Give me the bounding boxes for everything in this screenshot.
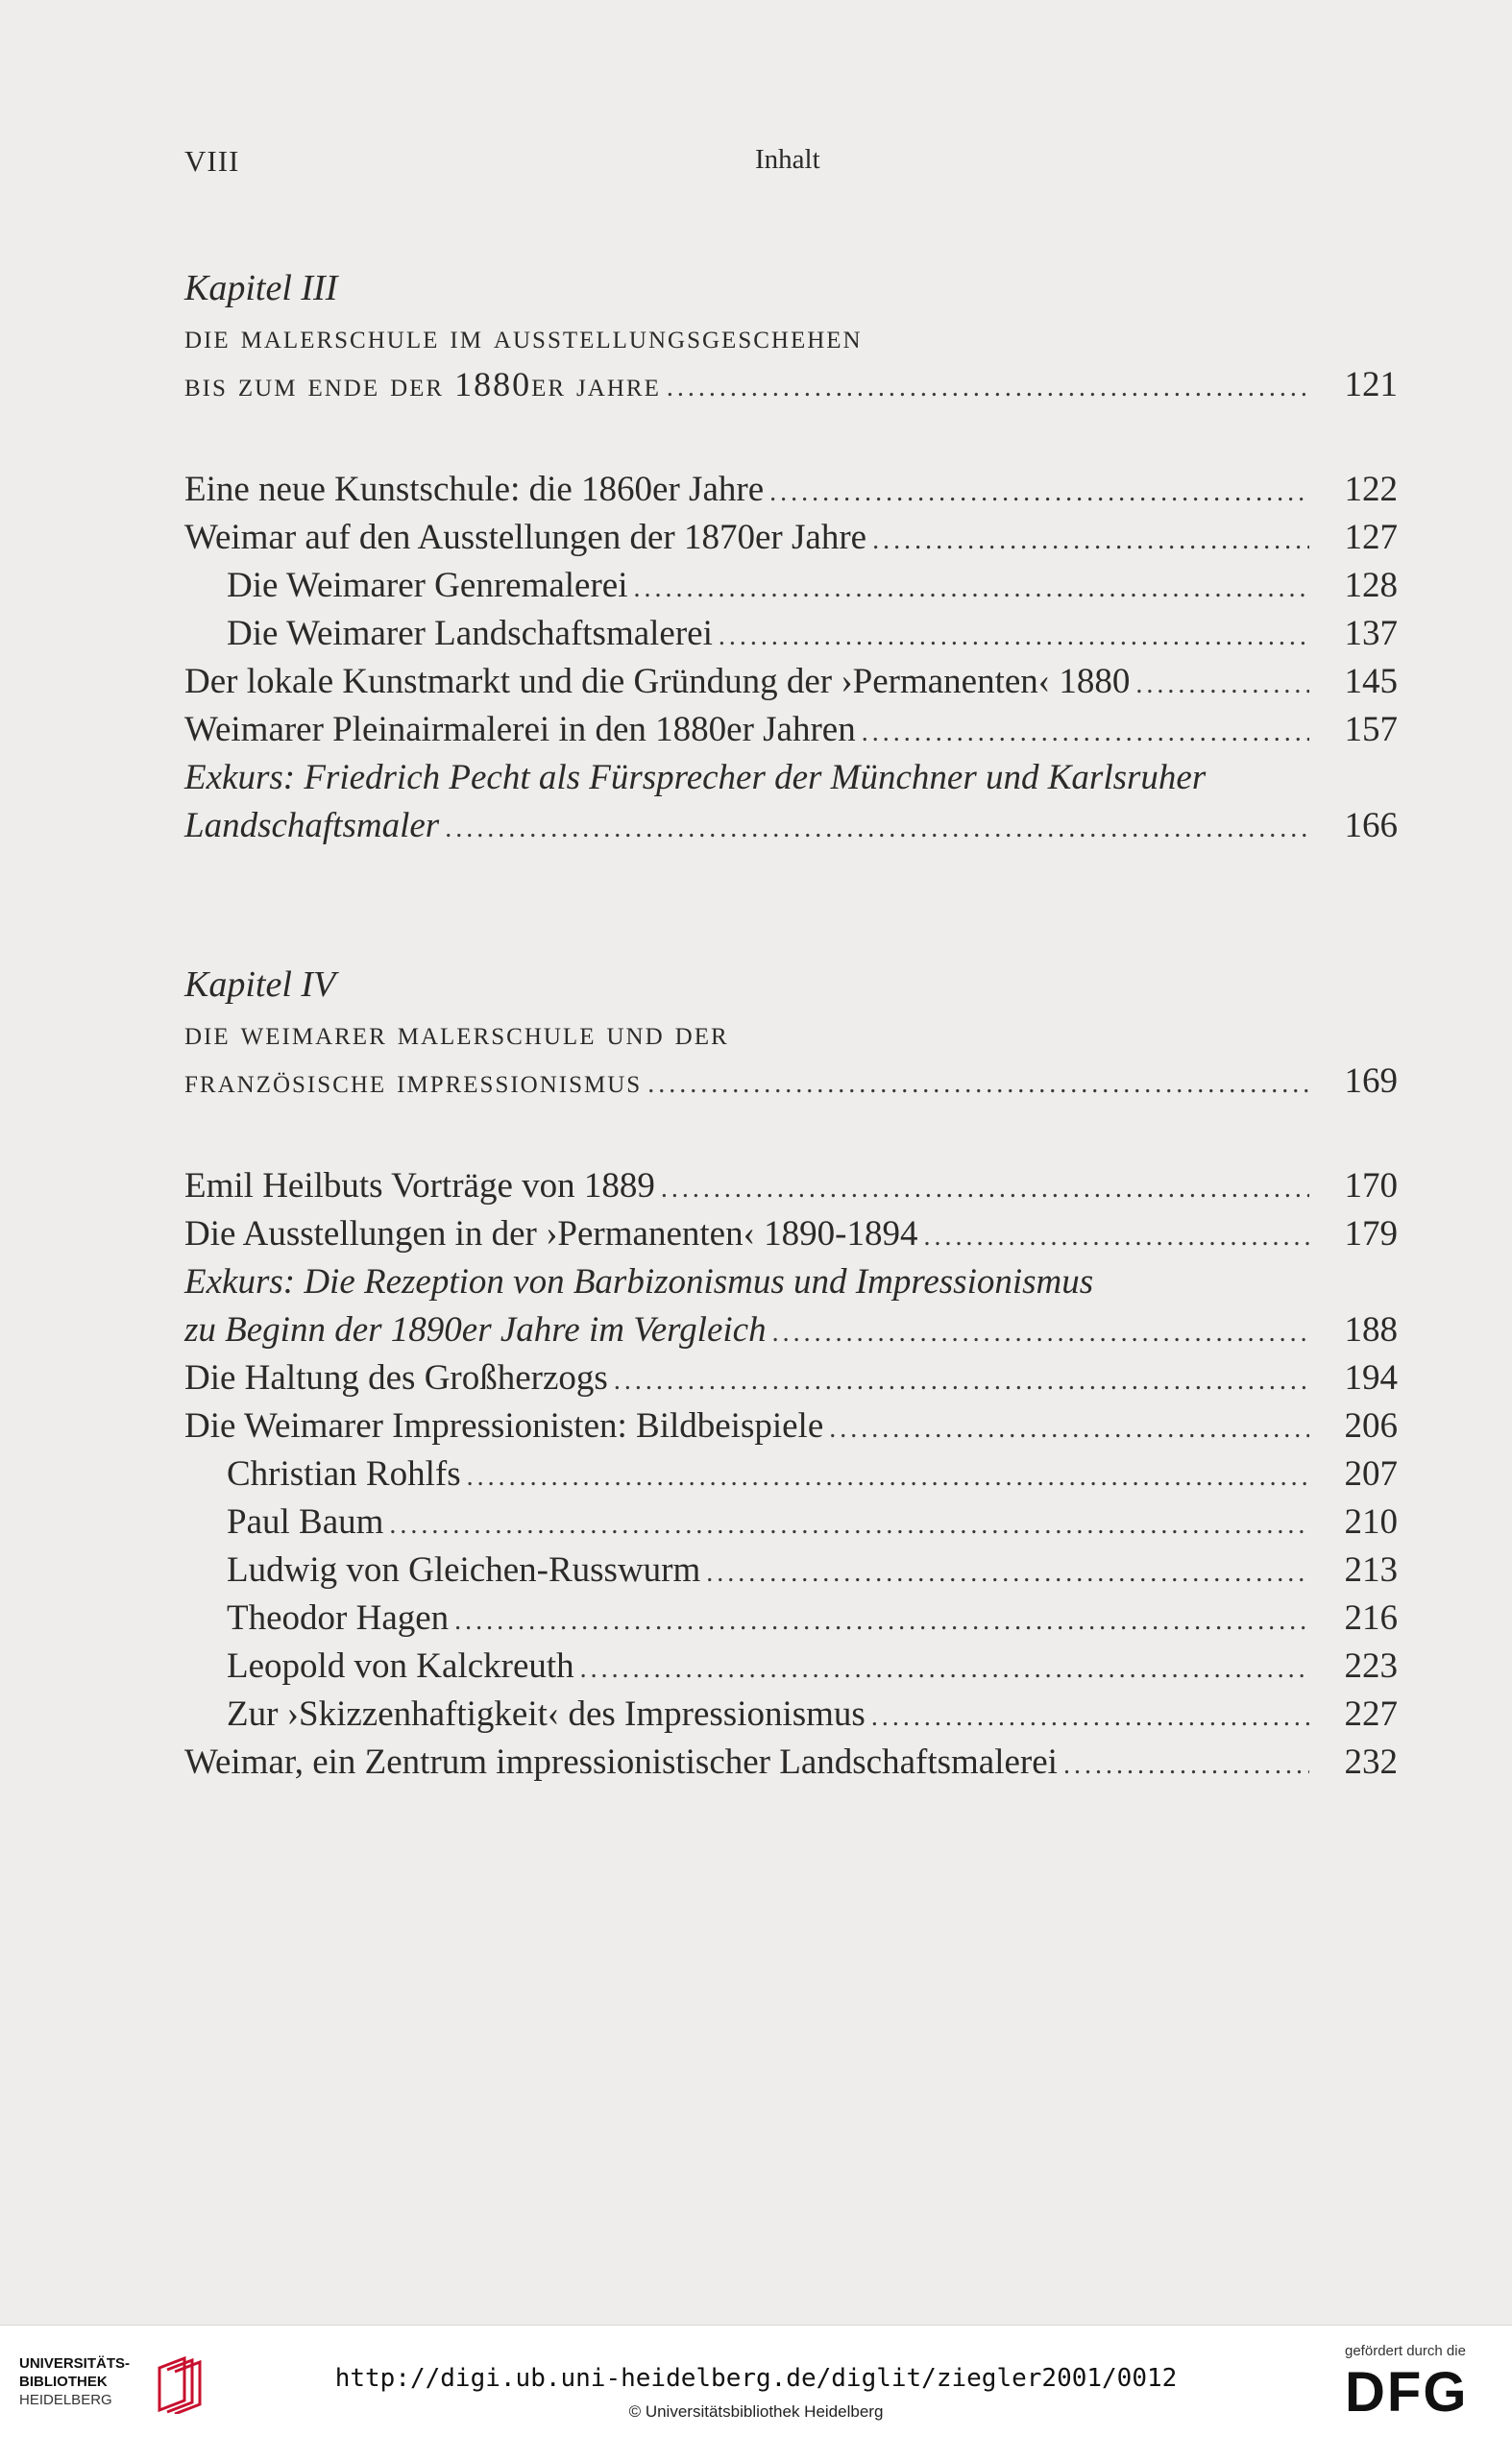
toc-entry[interactable]: Die Ausstellungen in der ›Permanenten‹ 1890-1894 ..... 179 <box>184 1210 1398 1258</box>
toc-page-number: 137 <box>1344 614 1398 653</box>
toc-page-number: 210 <box>1344 1502 1398 1542</box>
toc-entry[interactable]: Die Haltung des Großherzogs ..... 194 <box>184 1354 1398 1402</box>
chapter-3-label: Kapitel III <box>184 268 338 308</box>
toc-subentry[interactable]: Christian Rohlfs ..... 207 <box>184 1450 1398 1499</box>
toc-page-number: 188 <box>1344 1310 1398 1350</box>
toc-page-number: 213 <box>1344 1550 1398 1590</box>
toc-page-number: 166 <box>1344 806 1398 845</box>
library-name-line-1: UNIVERSITÄTS- <box>19 2355 131 2372</box>
library-name-line-2: BIBLIOTHEK <box>19 2374 108 2390</box>
toc-subentry[interactable]: Die Weimarer Genremalerei ..... 128 <box>184 562 1398 610</box>
toc-entry[interactable]: Weimar auf den Ausstellungen der 1870er Jahre ..... 127 <box>184 514 1398 562</box>
toc-entry[interactable]: Eine neue Kunstschule: die 1860er Jahre ..... 122 <box>184 466 1398 514</box>
toc-page-number: 216 <box>1344 1598 1398 1638</box>
chapter-4-label: Kapitel IV <box>184 964 336 1005</box>
toc-entry[interactable]: Emil Heilbuts Vorträge von 1889 ..... 170 <box>184 1162 1398 1210</box>
toc-page-number: 169 <box>1344 1061 1398 1101</box>
toc-subentry[interactable]: Leopold von Kalckreuth ..... 223 <box>184 1643 1398 1691</box>
copyright-notice: © Universitätsbibliothek Heidelberg <box>628 2402 884 2421</box>
toc-page-number: 157 <box>1344 710 1398 749</box>
toc-excursus-line-2[interactable]: zu Beginn der 1890er Jahre im Vergleich ..... 188 <box>184 1306 1398 1354</box>
toc-page-number: 223 <box>1344 1646 1398 1686</box>
toc-page-number: 194 <box>1344 1358 1398 1398</box>
toc-entry[interactable]: Weimar, ein Zentrum impressionistischer Landschaftsmalerei ..... 232 <box>184 1739 1398 1787</box>
toc-excursus-line-2[interactable]: Landschaftsmaler ..... 166 <box>184 802 1398 850</box>
toc-page-number: 127 <box>1344 518 1398 557</box>
running-title: Inhalt <box>755 144 820 175</box>
toc-page-number: 232 <box>1344 1742 1398 1782</box>
library-name-line-3: HEIDELBERG <box>19 2392 112 2408</box>
toc-entry[interactable]: Der lokale Kunstmarkt und die Gründung der ›Permanenten‹ 1880 ..... 145 <box>184 658 1398 706</box>
table-of-contents <box>184 264 1398 1787</box>
chapter-4-title-line-1: die weimarer malerschule und der <box>184 1013 729 1052</box>
funding-label: gefördert durch die <box>1345 2343 1466 2359</box>
chapter-3-title-line-2[interactable]: bis zum ende der 1880er jahre ..... 121 <box>184 360 1398 408</box>
chapter-4-title-line-2[interactable]: französische impressionismus ..... 169 <box>184 1057 1398 1105</box>
toc-page-number: 121 <box>1344 365 1398 404</box>
toc-page-number: 206 <box>1344 1406 1398 1446</box>
toc-page-number: 122 <box>1344 470 1398 509</box>
toc-page-number: 207 <box>1344 1454 1398 1494</box>
toc-entry[interactable]: Die Weimarer Impressionisten: Bildbeispiele ..... 206 <box>184 1402 1398 1450</box>
toc-page-number: 128 <box>1344 566 1398 605</box>
toc-subentry[interactable]: Die Weimarer Landschaftsmalerei ..... 137 <box>184 610 1398 658</box>
dfg-logo[interactable]: DFG <box>1345 2361 1469 2424</box>
toc-excursus-line-1[interactable]: Exkurs: Die Rezeption von Barbizonismus und Impressionismus <box>184 1262 1094 1302</box>
footer-bar <box>0 2325 1512 2437</box>
toc-page-number: 145 <box>1344 662 1398 701</box>
toc-subentry[interactable]: Paul Baum ..... 210 <box>184 1499 1398 1547</box>
toc-entry[interactable]: Weimarer Pleinairmalerei in den 1880er Jahren ..... 157 <box>184 706 1398 754</box>
toc-subentry[interactable]: Theodor Hagen ..... 216 <box>184 1595 1398 1643</box>
toc-page-number: 170 <box>1344 1166 1398 1206</box>
toc-page-number: 227 <box>1344 1694 1398 1734</box>
page-number: VIII <box>184 144 240 178</box>
toc-subentry[interactable]: Ludwig von Gleichen-Russwurm ..... 213 <box>184 1547 1398 1595</box>
toc-page-number: 179 <box>1344 1214 1398 1254</box>
source-url-link[interactable]: http://digi.ub.uni-heidelberg.de/diglit/ziegler2001/0012 <box>334 2364 1178 2393</box>
toc-excursus-line-1[interactable]: Exkurs: Friedrich Pecht als Fürsprecher der Münchner und Karlsruher <box>184 758 1207 797</box>
chapter-3-title-line-1: die malerschule im ausstellungsgeschehen <box>184 317 863 355</box>
leader-dots <box>667 364 1309 412</box>
toc-subentry[interactable]: Zur ›Skizzenhaftigkeit‹ des Impressionismus ..... 227 <box>184 1691 1398 1739</box>
